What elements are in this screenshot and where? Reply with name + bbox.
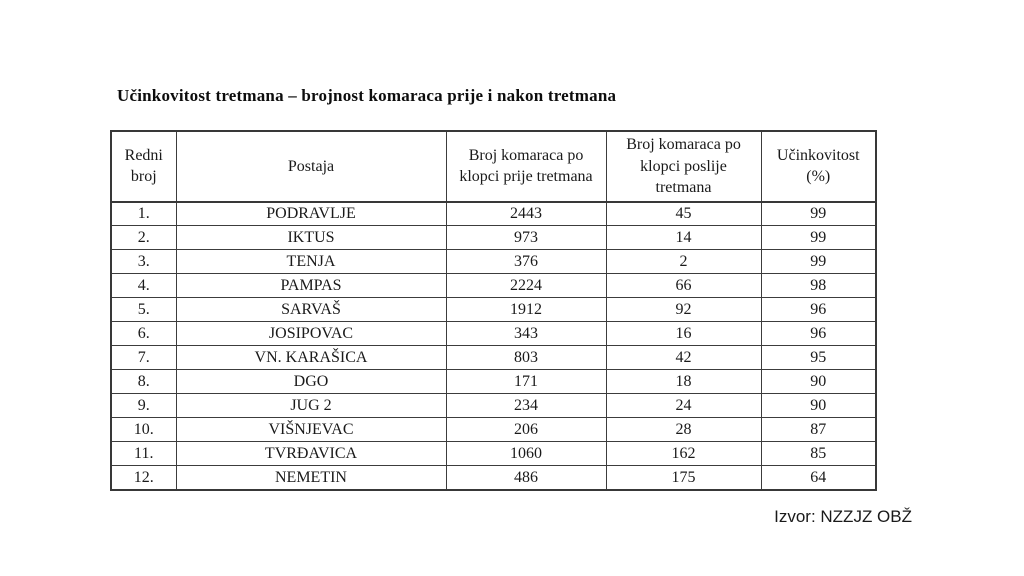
- cell-postaja: JUG 2: [176, 394, 446, 418]
- cell-ucinkovitost: 64: [761, 466, 876, 490]
- cell-broj-prije: 206: [446, 418, 606, 442]
- table-row: [111, 298, 876, 322]
- table-header-row: [111, 131, 876, 202]
- cell-broj-poslije: 16: [606, 322, 761, 346]
- cell-redni-broj: 11.: [111, 442, 176, 466]
- cell-postaja: TENJA: [176, 250, 446, 274]
- cell-broj-prije: 486: [446, 466, 606, 490]
- cell-redni-broj: 10.: [111, 418, 176, 442]
- cell-postaja: PAMPAS: [176, 274, 446, 298]
- cell-broj-poslije: 162: [606, 442, 761, 466]
- cell-redni-broj: 4.: [111, 274, 176, 298]
- cell-broj-poslije: 18: [606, 370, 761, 394]
- table-row: [111, 226, 876, 250]
- cell-broj-prije: 343: [446, 322, 606, 346]
- cell-postaja: VN. KARAŠICA: [176, 346, 446, 370]
- cell-broj-poslije: 42: [606, 346, 761, 370]
- cell-broj-prije: 234: [446, 394, 606, 418]
- cell-redni-broj: 12.: [111, 466, 176, 490]
- cell-broj-prije: 171: [446, 370, 606, 394]
- table-row: [111, 466, 876, 490]
- cell-broj-prije: 803: [446, 346, 606, 370]
- cell-redni-broj: 3.: [111, 250, 176, 274]
- cell-ucinkovitost: 95: [761, 346, 876, 370]
- cell-broj-poslije: 14: [606, 226, 761, 250]
- cell-redni-broj: 8.: [111, 370, 176, 394]
- cell-broj-poslije: 24: [606, 394, 761, 418]
- column-header-ucinkovitost: Učinkovitost (%): [761, 131, 876, 202]
- cell-postaja: VIŠNJEVAC: [176, 418, 446, 442]
- table-row: [111, 442, 876, 466]
- treatment-effectiveness-table: [110, 130, 877, 491]
- table-row: [111, 250, 876, 274]
- cell-postaja: SARVAŠ: [176, 298, 446, 322]
- cell-broj-poslije: 28: [606, 418, 761, 442]
- column-header-postaja: Postaja: [176, 131, 446, 202]
- cell-postaja: JOSIPOVAC: [176, 322, 446, 346]
- cell-broj-poslije: 175: [606, 466, 761, 490]
- cell-ucinkovitost: 98: [761, 274, 876, 298]
- cell-broj-prije: 376: [446, 250, 606, 274]
- table-row: [111, 274, 876, 298]
- cell-ucinkovitost: 85: [761, 442, 876, 466]
- cell-broj-prije: 1912: [446, 298, 606, 322]
- cell-ucinkovitost: 96: [761, 298, 876, 322]
- page-title: Učinkovitost tretmana – brojnost komaraca prije i nakon tretmana: [117, 86, 617, 105]
- table-row: [111, 322, 876, 346]
- cell-ucinkovitost: 90: [761, 394, 876, 418]
- cell-ucinkovitost: 96: [761, 322, 876, 346]
- table-row: [111, 394, 876, 418]
- cell-ucinkovitost: 99: [761, 250, 876, 274]
- cell-redni-broj: 7.: [111, 346, 176, 370]
- table-row: [111, 202, 876, 226]
- cell-redni-broj: 2.: [111, 226, 176, 250]
- cell-ucinkovitost: 99: [761, 202, 876, 226]
- cell-postaja: NEMETIN: [176, 466, 446, 490]
- source-note: Izvor: NZZJZ OBŽ: [774, 507, 912, 526]
- cell-redni-broj: 5.: [111, 298, 176, 322]
- cell-postaja: PODRAVLJE: [176, 202, 446, 226]
- cell-ucinkovitost: 90: [761, 370, 876, 394]
- column-header-broj-poslije: Broj komaraca po klopci poslije tretmana: [606, 131, 761, 202]
- cell-broj-poslije: 92: [606, 298, 761, 322]
- table-row: [111, 370, 876, 394]
- cell-redni-broj: 6.: [111, 322, 176, 346]
- cell-broj-poslije: 45: [606, 202, 761, 226]
- cell-broj-prije: 1060: [446, 442, 606, 466]
- cell-broj-prije: 2443: [446, 202, 606, 226]
- column-header-broj-prije: Broj komaraca po klopci prije tretmana: [446, 131, 606, 202]
- cell-broj-prije: 973: [446, 226, 606, 250]
- table-row: [111, 418, 876, 442]
- column-header-redni-broj: Redni broj: [111, 131, 176, 202]
- cell-ucinkovitost: 99: [761, 226, 876, 250]
- cell-broj-poslije: 2: [606, 250, 761, 274]
- cell-ucinkovitost: 87: [761, 418, 876, 442]
- cell-postaja: DGO: [176, 370, 446, 394]
- cell-broj-poslije: 66: [606, 274, 761, 298]
- cell-broj-prije: 2224: [446, 274, 606, 298]
- cell-postaja: IKTUS: [176, 226, 446, 250]
- cell-redni-broj: 1.: [111, 202, 176, 226]
- table-row: [111, 346, 876, 370]
- cell-postaja: TVRĐAVICA: [176, 442, 446, 466]
- cell-redni-broj: 9.: [111, 394, 176, 418]
